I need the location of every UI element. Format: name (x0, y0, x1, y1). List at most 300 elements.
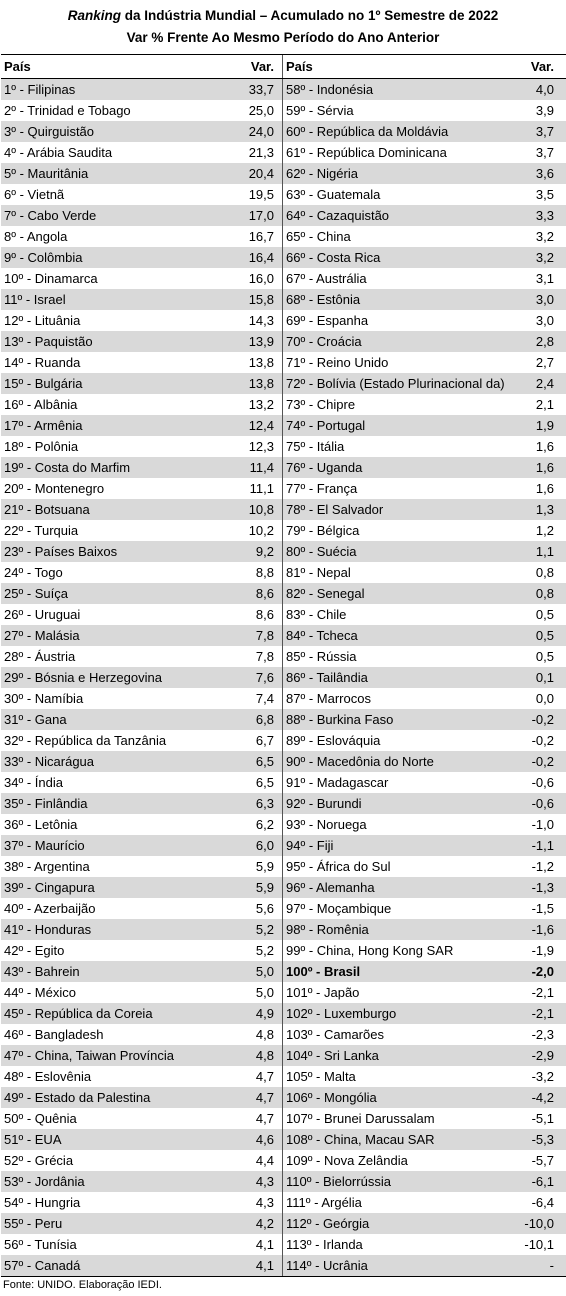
country-name: 101º - Japão (286, 985, 360, 1000)
title-italic: Ranking (67, 8, 121, 23)
country-name: 103º - Camarões (286, 1027, 384, 1042)
variation-value: -3,2 (531, 1069, 554, 1084)
table-row (1, 730, 282, 751)
table-row (283, 814, 566, 835)
variation-value: 1,2 (535, 523, 554, 538)
variation-value: 3,5 (535, 187, 554, 202)
table-row (1, 1171, 282, 1192)
table-row (1, 688, 282, 709)
country-name: 12º - Lituânia (4, 313, 81, 328)
variation-value: 3,7 (535, 124, 554, 139)
table-row (1, 1255, 282, 1276)
country-name: 69º - Espanha (286, 313, 369, 328)
table-row (1, 79, 282, 100)
variation-value: -6,4 (531, 1195, 554, 1210)
country-name: 36º - Letônia (4, 817, 78, 832)
variation-value: -2,3 (531, 1027, 554, 1042)
variation-value: 6,7 (255, 733, 274, 748)
country-name: 3º - Quirguistão (4, 124, 95, 139)
table-row (1, 121, 282, 142)
table-row (283, 499, 566, 520)
country-name: 81º - Nepal (286, 565, 351, 580)
country-name: 33º - Nicarágua (4, 754, 95, 769)
table-row (1, 373, 282, 394)
variation-value: 20,4 (248, 166, 274, 181)
country-name: 112º - Geórgia (286, 1216, 370, 1231)
variation-value: 7,8 (255, 649, 274, 664)
variation-value: 5,2 (255, 943, 274, 958)
table-header (1, 55, 566, 79)
variation-value: - (549, 1258, 554, 1273)
table-row (283, 100, 566, 121)
table-row (283, 604, 566, 625)
variation-value: 0,8 (535, 586, 554, 601)
table-row (1, 625, 282, 646)
country-name: 4º - Arábia Saudita (4, 145, 113, 160)
right-column (283, 79, 566, 1276)
table-row (1, 268, 282, 289)
table-row (283, 1255, 566, 1276)
variation-value: 5,0 (255, 964, 274, 979)
country-name: 86º - Tailândia (286, 670, 368, 685)
table-row (283, 1024, 566, 1045)
table-row (283, 121, 566, 142)
variation-value: 16,0 (248, 271, 274, 286)
country-name: 52º - Grécia (4, 1153, 74, 1168)
country-name: 31º - Gana (4, 712, 67, 727)
variation-value: 1,9 (535, 418, 554, 433)
title-rest: da Indústria Mundial – Acumulado no 1º Semestre de 2022 (120, 8, 499, 23)
variation-value: 15,8 (248, 292, 274, 307)
table-row (1, 1087, 282, 1108)
country-name: 70º - Croácia (286, 334, 362, 349)
table-row (1, 1192, 282, 1213)
table-row (1, 919, 282, 940)
table-row (1, 205, 282, 226)
variation-value: 0,1 (535, 670, 554, 685)
country-name: 15º - Bulgária (4, 376, 83, 391)
country-name: 91º - Madagascar (286, 775, 389, 790)
table-row (1, 898, 282, 919)
table-row (1, 1045, 282, 1066)
table-row (1, 1129, 282, 1150)
table-row (1, 814, 282, 835)
country-name: 57º - Canadá (4, 1258, 81, 1273)
table-row (283, 625, 566, 646)
country-name: 105º - Malta (286, 1069, 356, 1084)
table-row (283, 1171, 566, 1192)
variation-value: 6,3 (255, 796, 274, 811)
variation-value: 11,1 (249, 481, 274, 496)
variation-value: 5,9 (255, 880, 274, 895)
country-name: 79º - Bélgica (286, 523, 360, 538)
table-row (283, 1045, 566, 1066)
variation-value: 16,7 (248, 229, 274, 244)
variation-value: -10,0 (524, 1216, 554, 1231)
table-row (1, 562, 282, 583)
country-name: 25º - Suíça (4, 586, 69, 601)
table-row (1, 1108, 282, 1129)
variation-value: -2,1 (531, 985, 554, 1000)
country-name: 6º - Vietnã (4, 187, 65, 202)
table-row (283, 415, 566, 436)
variation-value: 2,4 (535, 376, 554, 391)
table-row (283, 520, 566, 541)
table-row (283, 898, 566, 919)
country-name: 59º - Sérvia (286, 103, 354, 118)
variation-value: 5,6 (255, 901, 274, 916)
variation-value: -1,2 (531, 859, 554, 874)
country-name: 61º - República Dominicana (286, 145, 447, 160)
country-name: 89º - Eslováquia (286, 733, 381, 748)
country-name: 28º - Áustria (4, 649, 76, 664)
table-row (283, 1003, 566, 1024)
variation-value: 1,1 (535, 544, 554, 559)
country-name: 13º - Paquistão (4, 334, 93, 349)
table-row (1, 982, 282, 1003)
table-row (283, 583, 566, 604)
table-row (283, 289, 566, 310)
table-title (0, 5, 566, 26)
header-country-right: País (286, 59, 313, 74)
variation-value: 2,7 (535, 355, 554, 370)
variation-value: 3,0 (535, 313, 554, 328)
country-name: 35º - Finlândia (4, 796, 88, 811)
table-row (1, 499, 282, 520)
variation-value: 2,1 (535, 397, 554, 412)
country-name: 113º - Irlanda (286, 1237, 363, 1252)
variation-value: 0,5 (535, 607, 554, 622)
table-row (283, 772, 566, 793)
country-name: 23º - Países Baixos (4, 544, 118, 559)
variation-value: 4,2 (255, 1216, 274, 1231)
table-row (283, 982, 566, 1003)
country-name: 72º - Bolívia (Estado Plurinacional da) (286, 376, 505, 391)
table-row (1, 646, 282, 667)
country-name: 92º - Burundi (286, 796, 362, 811)
table-row (1, 310, 282, 331)
table-row (1, 604, 282, 625)
variation-value: 4,1 (255, 1237, 274, 1252)
variation-value: 8,6 (255, 607, 274, 622)
table-row (1, 1150, 282, 1171)
variation-value: 0,5 (535, 649, 554, 664)
table-row (1, 751, 282, 772)
variation-value: 16,4 (248, 250, 274, 265)
country-name: 66º - Costa Rica (286, 250, 381, 265)
country-name: 34º - Índia (4, 775, 63, 790)
variation-value: 13,8 (248, 376, 274, 391)
variation-value: 5,9 (255, 859, 274, 874)
variation-value: -1,1 (531, 838, 554, 853)
variation-value: 3,6 (535, 166, 554, 181)
variation-value: 13,9 (248, 334, 274, 349)
variation-value: 13,8 (248, 355, 274, 370)
table-row (283, 1129, 566, 1150)
variation-value: 19,5 (248, 187, 274, 202)
variation-value: 7,8 (255, 628, 274, 643)
table-row (1, 415, 282, 436)
country-name: 46º - Bangladesh (4, 1027, 104, 1042)
table-row (1, 226, 282, 247)
variation-value: -5,7 (531, 1153, 554, 1168)
country-name: 75º - Itália (286, 439, 345, 454)
variation-value: 6,5 (255, 775, 274, 790)
country-name: 93º - Noruega (286, 817, 367, 832)
variation-value: 6,0 (255, 838, 274, 853)
country-name: 39º - Cingapura (4, 880, 95, 895)
country-name: 65º - China (286, 229, 351, 244)
table-row (283, 793, 566, 814)
variation-value: -1,9 (531, 943, 554, 958)
country-name: 30º - Namíbia (4, 691, 84, 706)
variation-value: 6,5 (255, 754, 274, 769)
variation-value: 5,0 (255, 985, 274, 1000)
table-row (283, 541, 566, 562)
variation-value: 33,7 (248, 82, 274, 97)
country-name: 76º - Uganda (286, 460, 363, 475)
variation-value: 25,0 (248, 103, 274, 118)
table-row (283, 1087, 566, 1108)
country-name: 87º - Marrocos (286, 691, 371, 706)
country-name: 42º - Egito (4, 943, 65, 958)
variation-value: -0,6 (531, 775, 554, 790)
table-row (283, 331, 566, 352)
country-name: 8º - Angola (4, 229, 68, 244)
table-row (283, 373, 566, 394)
country-name: 51º - EUA (4, 1132, 62, 1147)
table-row (283, 478, 566, 499)
country-name: 107º - Brunei Darussalam (286, 1111, 435, 1126)
variation-value: -2,9 (531, 1048, 554, 1063)
variation-value: 24,0 (248, 124, 274, 139)
variation-value: 1,6 (535, 481, 554, 496)
table-row (283, 226, 566, 247)
country-name: 68º - Estônia (286, 292, 361, 307)
variation-value: 6,8 (255, 712, 274, 727)
country-name: 27º - Malásia (4, 628, 80, 643)
variation-value: 7,4 (255, 691, 274, 706)
table-row (1, 1213, 282, 1234)
country-name: 49º - Estado da Palestina (4, 1090, 151, 1105)
variation-value: 9,2 (255, 544, 274, 559)
variation-value: 3,9 (535, 103, 554, 118)
variation-value: 3,1 (535, 271, 554, 286)
variation-value: 0,5 (535, 628, 554, 643)
country-name: 63º - Guatemala (286, 187, 381, 202)
country-name: 26º - Uruguai (4, 607, 81, 622)
table-row (1, 100, 282, 121)
table-row (1, 520, 282, 541)
variation-value: 8,6 (255, 586, 274, 601)
table-row (283, 751, 566, 772)
table-row (283, 394, 566, 415)
variation-value: -6,1 (531, 1174, 554, 1189)
variation-value: 1,3 (535, 502, 554, 517)
variation-value: 4,7 (255, 1090, 274, 1105)
country-name: 54º - Hungria (4, 1195, 81, 1210)
variation-value: 13,2 (248, 397, 274, 412)
table-row (1, 163, 282, 184)
table-row (1, 394, 282, 415)
table-row (283, 562, 566, 583)
table-row (283, 205, 566, 226)
country-name: 108º - China, Macau SAR (286, 1132, 435, 1147)
table-row (283, 730, 566, 751)
table-row (283, 1213, 566, 1234)
country-name: 85º - Rússia (286, 649, 357, 664)
country-name: 78º - El Salvador (286, 502, 384, 517)
table-row (283, 142, 566, 163)
variation-value: -4,2 (531, 1090, 554, 1105)
table-row (283, 457, 566, 478)
source-note: Fonte: UNIDO. Elaboração IEDI. (3, 1279, 162, 1291)
table-row (283, 877, 566, 898)
variation-value: -2,0 (531, 964, 554, 979)
country-name: 38º - Argentina (4, 859, 90, 874)
variation-value: -1,5 (531, 901, 554, 916)
variation-value: -5,3 (531, 1132, 554, 1147)
variation-value: 4,8 (255, 1027, 274, 1042)
country-name: 1º - Filipinas (4, 82, 76, 97)
variation-value: 1,6 (535, 439, 554, 454)
header-country-left: País (4, 59, 31, 74)
country-name: 16º - Albânia (4, 397, 78, 412)
variation-value: 3,2 (535, 229, 554, 244)
country-name: 14º - Ruanda (4, 355, 81, 370)
country-name: 5º - Mauritânia (4, 166, 89, 181)
variation-value: 4,3 (255, 1195, 274, 1210)
variation-value: 10,8 (248, 502, 274, 517)
table-row (283, 709, 566, 730)
country-name: 45º - República da Coreia (4, 1006, 153, 1021)
table-row (283, 667, 566, 688)
table-row (1, 940, 282, 961)
country-name: 24º - Togo (4, 565, 63, 580)
variation-value: -10,1 (524, 1237, 554, 1252)
table-row (283, 436, 566, 457)
ranking-table (1, 54, 566, 1277)
variation-value: -0,2 (531, 754, 554, 769)
country-name: 109º - Nova Zelândia (286, 1153, 408, 1168)
country-name: 20º - Montenegro (4, 481, 105, 496)
country-name: 77º - França (286, 481, 358, 496)
variation-value: 4,4 (255, 1153, 274, 1168)
variation-value: 4,7 (255, 1111, 274, 1126)
country-name: 88º - Burkina Faso (286, 712, 394, 727)
country-name: 18º - Polônia (4, 439, 79, 454)
table-row (1, 877, 282, 898)
country-name: 53º - Jordânia (4, 1174, 85, 1189)
country-name: 67º - Austrália (286, 271, 367, 286)
table-row (283, 940, 566, 961)
country-name: 56º - Tunísia (4, 1237, 77, 1252)
variation-value: 21,3 (248, 145, 274, 160)
variation-value: 4,7 (255, 1069, 274, 1084)
table-row (283, 163, 566, 184)
country-name: 73º - Chipre (286, 397, 356, 412)
country-name: 7º - Cabo Verde (4, 208, 97, 223)
country-name: 98º - Romênia (286, 922, 369, 937)
country-name: 19º - Costa do Marfim (4, 460, 131, 475)
variation-value: 10,2 (248, 523, 274, 538)
table-row (283, 919, 566, 940)
country-name: 37º - Maurício (4, 838, 85, 853)
table-row (1, 1003, 282, 1024)
country-name: 99º - China, Hong Kong SAR (286, 943, 454, 958)
table-row (1, 709, 282, 730)
table-row (283, 835, 566, 856)
country-name: 40º - Azerbaijão (4, 901, 96, 916)
country-name: 110º - Bielorrússia (286, 1174, 391, 1189)
country-name: 41º - Honduras (4, 922, 92, 937)
table-row (1, 1024, 282, 1045)
country-name: 22º - Turquia (4, 523, 79, 538)
country-name: 60º - República da Moldávia (286, 124, 449, 139)
table-row (283, 268, 566, 289)
table-row (1, 184, 282, 205)
country-name: 11º - Israel (4, 292, 66, 307)
variation-value: 4,1 (255, 1258, 274, 1273)
table-row (283, 1150, 566, 1171)
table-row (1, 793, 282, 814)
variation-value: 3,3 (535, 208, 554, 223)
country-name: 10º - Dinamarca (4, 271, 98, 286)
country-name: 43º - Bahrein (4, 964, 80, 979)
country-name: 2º - Trinidad e Tobago (4, 103, 131, 118)
table-row (1, 289, 282, 310)
country-name: 97º - Moçambique (286, 901, 392, 916)
table-row (1, 772, 282, 793)
table-row (283, 1234, 566, 1255)
country-name: 80º - Suécia (286, 544, 357, 559)
country-name: 58º - Indonésia (286, 82, 374, 97)
table-row (1, 583, 282, 604)
variation-value: 1,6 (535, 460, 554, 475)
country-name: 114º - Ucrânia (286, 1258, 368, 1273)
country-name: 17º - Armênia (4, 418, 83, 433)
variation-value: 6,2 (255, 817, 274, 832)
table-row (1, 247, 282, 268)
variation-value: 0,0 (535, 691, 554, 706)
country-name: 82º - Senegal (286, 586, 365, 601)
header-var-left: Var. (223, 55, 283, 78)
variation-value: 3,2 (535, 250, 554, 265)
country-name: 50º - Quênia (4, 1111, 77, 1126)
variation-value: 4,3 (255, 1174, 274, 1189)
table-row (1, 352, 282, 373)
table-row (1, 478, 282, 499)
variation-value: -1,6 (531, 922, 554, 937)
table-row (283, 79, 566, 100)
variation-value: -5,1 (531, 1111, 554, 1126)
country-name: 104º - Sri Lanka (286, 1048, 379, 1063)
variation-value: 4,8 (255, 1048, 274, 1063)
table-row (283, 310, 566, 331)
variation-value: 3,7 (535, 145, 554, 160)
table-subtitle: Var % Frente Ao Mesmo Período do Ano Anterior (126, 30, 440, 45)
country-name: 44º - México (4, 985, 76, 1000)
table-row (1, 436, 282, 457)
header-var-right: Var. (530, 59, 554, 74)
variation-value: 14,3 (248, 313, 274, 328)
variation-value: 12,3 (248, 439, 274, 454)
table-row (1, 541, 282, 562)
country-name: 90º - Macedônia do Norte (286, 754, 434, 769)
table-row (1, 1234, 282, 1255)
table-row (283, 688, 566, 709)
table-row (1, 1066, 282, 1087)
